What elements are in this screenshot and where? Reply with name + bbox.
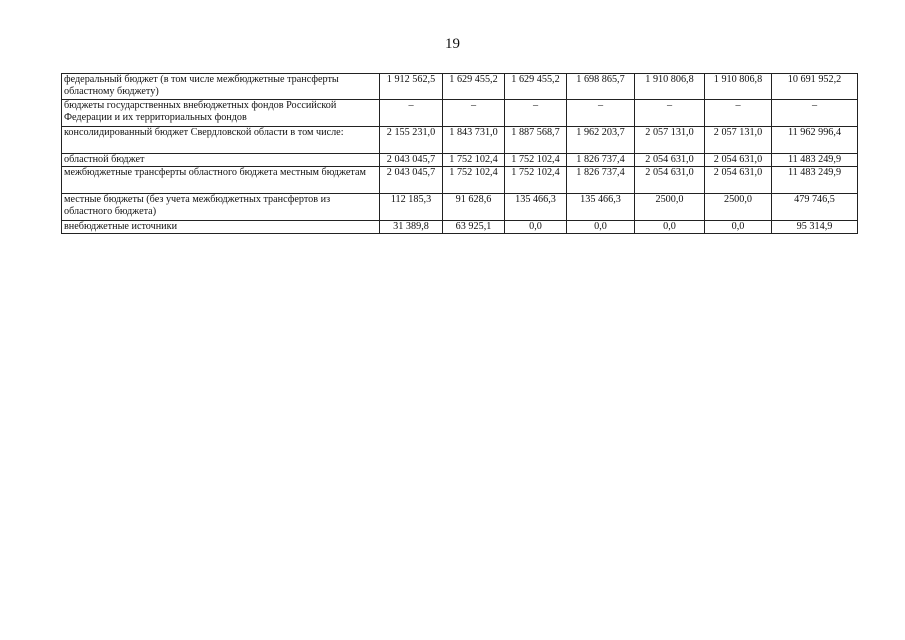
cell-value: 2 054 631,0 [635,167,705,194]
cell-value: 135 466,3 [505,194,567,221]
cell-value: 0,0 [635,221,705,234]
table-row-consolidated-budget [62,127,858,154]
cell-value: 1 910 806,8 [705,74,772,100]
cell-value: 31 389,8 [380,221,443,234]
cell-total: – [772,100,858,127]
cell-value: 1 843 731,0 [443,127,505,154]
cell-total: 11 483 249,9 [772,154,858,167]
cell-value: 1 752 102,4 [505,167,567,194]
cell-value: 0,0 [705,221,772,234]
cell-value: 1 962 203,7 [567,127,635,154]
cell-value: 1 629 455,2 [443,74,505,100]
budget-table [61,73,858,234]
table-row-off-budget-sources [62,221,858,234]
table-row-extrabudgetary-funds [62,100,858,127]
cell-value: 2 054 631,0 [705,154,772,167]
cell-value: 135 466,3 [567,194,635,221]
cell-total: 11 483 249,9 [772,167,858,194]
row-label: консолидированный бюджет Свердловской области в том числе: [62,127,380,154]
row-label: федеральный бюджет (в том числе межбюджетные трансферты областному бюджету) [62,74,380,100]
row-label: областной бюджет [62,154,380,167]
cell-value: 1 698 865,7 [567,74,635,100]
cell-total: 95 314,9 [772,221,858,234]
cell-value: 1 912 562,5 [380,74,443,100]
table-row-interbudget-transfers [62,167,858,194]
table-row-local-budgets [62,194,858,221]
cell-value: – [705,100,772,127]
cell-value: 91 628,6 [443,194,505,221]
cell-value: – [635,100,705,127]
cell-value: – [567,100,635,127]
row-label: местные бюджеты (без учета межбюджетных трансфертов из областного бюджета) [62,194,380,221]
cell-value: 2500,0 [705,194,772,221]
page-number: 19 [445,36,460,52]
cell-value: 2 054 631,0 [635,154,705,167]
cell-value: 2 043 045,7 [380,154,443,167]
cell-value: 2 043 045,7 [380,167,443,194]
cell-value: 1 752 102,4 [505,154,567,167]
cell-value: 1 629 455,2 [505,74,567,100]
cell-value: 2 155 231,0 [380,127,443,154]
cell-total: 11 962 996,4 [772,127,858,154]
row-label: внебюджетные источники [62,221,380,234]
table-row-federal-budget [62,74,858,100]
cell-value: 2 054 631,0 [705,167,772,194]
row-label: бюджеты государственных внебюджетных фондов Российской Федерации и их территориальных фондов [62,100,380,127]
cell-value: 2 057 131,0 [635,127,705,154]
cell-value: 1 826 737,4 [567,167,635,194]
cell-value: 0,0 [505,221,567,234]
cell-value: 1 752 102,4 [443,154,505,167]
cell-value: 112 185,3 [380,194,443,221]
cell-value: 2500,0 [635,194,705,221]
row-label: межбюджетные трансферты областного бюджета местным бюджетам [62,167,380,194]
cell-value: 1 887 568,7 [505,127,567,154]
cell-value: – [443,100,505,127]
cell-value: – [505,100,567,127]
cell-value: 63 925,1 [443,221,505,234]
table-row-regional-budget [62,154,858,167]
cell-value: 1 826 737,4 [567,154,635,167]
cell-value: 1 910 806,8 [635,74,705,100]
cell-total: 479 746,5 [772,194,858,221]
cell-value: – [380,100,443,127]
cell-value: 0,0 [567,221,635,234]
cell-total: 10 691 952,2 [772,74,858,100]
cell-value: 2 057 131,0 [705,127,772,154]
cell-value: 1 752 102,4 [443,167,505,194]
